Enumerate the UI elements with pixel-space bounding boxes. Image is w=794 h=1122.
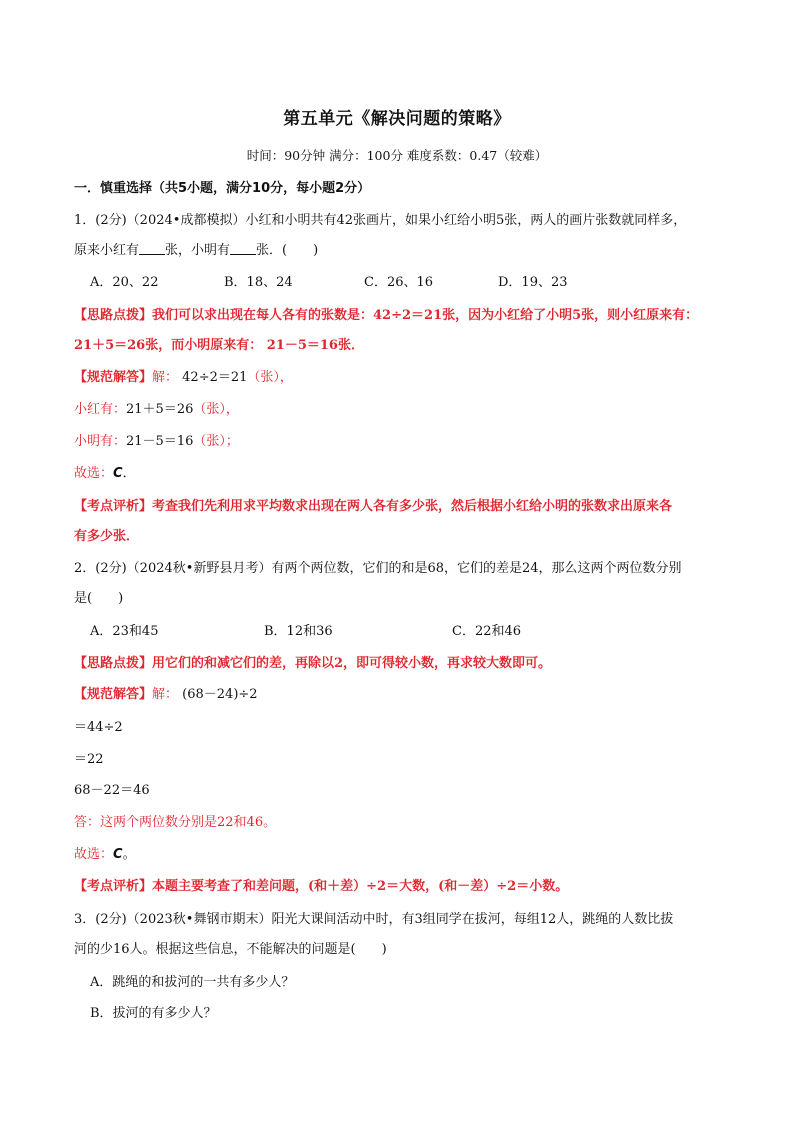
q1-option-d: D．19、23 — [498, 275, 568, 290]
q2-stem-line1: 2．(2分)（2024秋•新野县月考）有两个两位数，它们的和是68，它们的差是24，那么这两个两位数分别 — [74, 561, 682, 576]
q1-blank-2 — [230, 242, 256, 255]
q1-hint-tag: 【思路点拨】 — [74, 308, 153, 323]
q1-solution-tag: 【规范解答】 — [74, 370, 153, 385]
q1-stem-line2 — [74, 242, 734, 260]
q3-option-a: A．跳绳的和拔河的一共有多少人？ — [90, 975, 295, 990]
q2-choose-letter: C — [113, 847, 123, 862]
q2-hint-line — [74, 655, 734, 673]
q1-review-text1: 考查我们先利用求平均数求出现在两人各有多少张，然后根据小红给小明的张数求出原来各 — [152, 499, 673, 514]
q2-solution-tag: 【规范解答】 — [74, 687, 153, 702]
q1-hint-line2: 21＋5＝26张，而小明原来有： 21－5＝16张． — [74, 338, 364, 353]
q2-solution-calc: (68－24)÷2 — [178, 687, 258, 702]
q2-answer: 答：这两个两位数分别是22和46。 — [74, 815, 277, 830]
q2-review-line — [74, 878, 734, 896]
q1-stem-part-a: 原来小红有 — [74, 243, 140, 258]
q2-solution-prefix: 解： — [152, 687, 179, 702]
q1-choose-end: ． — [122, 466, 136, 481]
q2-hint-tag: 【思路点拨】 — [74, 656, 153, 671]
q1-hong-unit: （张）， — [193, 402, 239, 417]
q2-step3: 68－22＝46 — [74, 783, 150, 798]
q2-option-a: A．23和45 — [90, 624, 159, 639]
q2-review-text: 本题主要考查了和差问题，(和＋差）÷2＝大数，(和－差）÷2＝小数。 — [152, 879, 569, 894]
q2-option-c: C．22和46 — [452, 624, 522, 639]
q3-option-b: B．拔河的有多少人？ — [90, 1006, 217, 1021]
q1-stem-part-b: 张，小明有 — [165, 243, 231, 258]
q2-review-tag: 【考点评析】 — [74, 879, 153, 894]
q1-ming-calc: 21－5＝16 — [126, 434, 194, 449]
q1-ming-label: 小明有： — [74, 434, 127, 449]
page-title: 第五单元《解决问题的策略》 — [283, 109, 511, 129]
q1-stem-part-c: 张．( ) — [256, 243, 319, 258]
q2-solution-line — [74, 686, 734, 704]
q2-choose-end: 。 — [122, 847, 136, 862]
q1-option-c: C．26、16 — [364, 275, 434, 290]
q1-hong-line — [74, 401, 734, 419]
q1-solution-calc: 42÷2＝21 — [178, 370, 248, 385]
q2-step2: ＝22 — [74, 752, 104, 767]
q1-hong-calc: 21＋5＝26 — [126, 402, 194, 417]
q1-hint-line1 — [74, 307, 734, 325]
q2-option-b: B．12和36 — [264, 624, 333, 639]
q1-choose-line — [74, 465, 734, 483]
q1-solution-unit: （张）， — [247, 370, 293, 385]
q2-stem-line2: 是( ) — [74, 591, 124, 606]
q1-blank-1 — [139, 242, 165, 255]
q1-hint-text1: 我们可以求出现在每人各有的张数是：42÷2＝21张，因为小红给了小明5张，则小红原来有： — [152, 308, 699, 323]
q1-option-a: A．20、22 — [90, 275, 159, 290]
q1-review-line2: 有多少张． — [74, 529, 140, 544]
q2-step1: ＝44÷2 — [74, 720, 123, 735]
page-subtitle: 时间：90分钟 满分：100分 难度系数：0.47（较难） — [246, 148, 548, 163]
q1-choose-letter: C — [113, 466, 123, 481]
q3-stem-line2: 河的少16人。根据这些信息，不能解决的问题是( ) — [74, 942, 387, 957]
q1-review-tag: 【考点评析】 — [74, 499, 153, 514]
q2-hint-text: 用它们的和减它们的差，再除以2，即可得较小数，再求较大数即可。 — [152, 656, 552, 671]
q1-stem-line1: 1．(2分)（2024•成都模拟）小红和小明共有42张画片，如果小红给小明5张，两人的画片张数就同样多， — [74, 213, 687, 228]
q1-ming-line — [74, 433, 734, 451]
q2-choose-label: 故选： — [74, 847, 114, 862]
q1-choose-label: 故选： — [74, 466, 114, 481]
q2-choose-line — [74, 846, 734, 864]
q1-option-b: B．18、24 — [224, 275, 293, 290]
section-heading: 一．慎重选择（共5小题，满分10分，每小题2分） — [74, 181, 371, 196]
q1-ming-unit: （张）； — [193, 434, 239, 449]
q3-stem-line1: 3．(2分)（2023秋•舞钢市期末）阳光大课间活动中时，有3组同学在拔河，每组12人，跳绳的人数比拔 — [74, 912, 674, 927]
q1-solution-prefix: 解： — [152, 370, 179, 385]
q1-review-line1 — [74, 498, 734, 516]
q1-solution-line — [74, 369, 734, 387]
q1-hong-label: 小红有： — [74, 402, 127, 417]
